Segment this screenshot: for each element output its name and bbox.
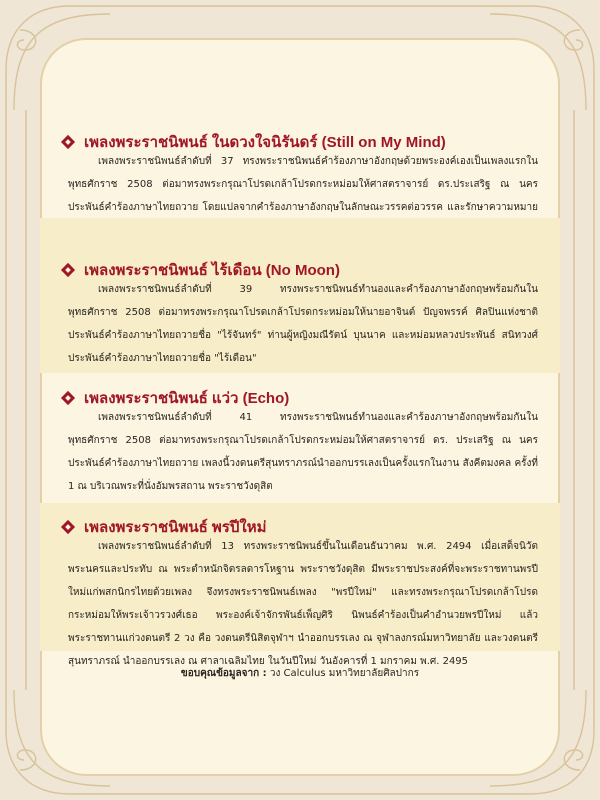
section-new-year-blessing — [40, 503, 560, 667]
content-panel — [40, 38, 560, 776]
diamond-icon — [60, 262, 76, 278]
section-echo — [40, 373, 560, 503]
credit-source: วง Calculus มหาวิทยาลัยศิลปากร — [269, 668, 420, 679]
section-body: เพลงพระราชนิพนธ์ลำดับที่ 13 ทรงพระราชนิพนธ์ขึ้นในเดือนธันวาคม พ.ศ. 2494 เมื่อเสด็จนิวัตพระนครและประทับ ณ พระตำหนักจิตรลดารโหฐาน พระราชวังดุสิต มีพระราชประสงค์ที่จะพระราชทานพรปีใหม่แก่พสกนิกรไทยด้วยเพลง จึงทรงพระราชนิพนธ์เพลง "พรปีใหม่" และทรงพระกรุณาโปรดเกล้าโปรดกระหม่อมให้พระเจ้าวรวงศ์เธอ พระองค์เจ้าจักรพันธ์เพ็ญศิริ นิพนธ์คำร้องเป็นคำอำนวยพรปีใหม่ แล้วพระราชทานแก่วงดนตรี 2 วง คือ วงดนตรีนิสิตจุฬาฯ นำออกบรรเลง ณ จุฬาลงกรณ์มหาวิทยาลัย และวงดนตรีสุนทราภรณ์ นำออกบรรเลง ณ ศาลาเฉลิมไทย ในวันปีใหม่ วันอังคารที่ 1 มกราคม พ.ศ. 2495 — [68, 541, 538, 667]
section-no-moon — [40, 218, 560, 373]
section-title: เพลงพระราชนิพนธ์ ในดวงใจนิรันดร์ (Still on My Mind) — [84, 134, 446, 151]
diamond-icon — [60, 519, 76, 535]
section-still-on-my-mind — [40, 38, 560, 218]
diamond-icon — [60, 390, 76, 406]
diamond-icon — [60, 134, 76, 150]
section-body: เพลงพระราชนิพนธ์ลำดับที่ 37 ทรงพระราชนิพนธ์คำร้องภาษาอังกฤษด้วยพระองค์เองเป็นเพลงแรกใน พุทธศักราช 2508 ต่อมาทรงพระกรุณาโปรดเกล้าโปรดกระหม่อมให้ศาสตราจารย์ ดร.ประเสริฐ ณ นคร ประพันธ์คำร้องภาษาไทยถวาย โดยแปลจากคำร้องภาษาอังกฤษในลักษณะวรรคต่อวรรค และรักษาความหมาย — [68, 156, 538, 213]
section-title: เพลงพระราชนิพนธ์ ไร้เดือน (No Moon) — [84, 262, 340, 279]
section-title: เพลงพระราชนิพนธ์ พรปีใหม่ — [84, 519, 267, 536]
credit-label: ขอบคุณข้อมูลจาก : — [180, 668, 267, 679]
section-body: เพลงพระราชนิพนธ์ลำดับที่ 41 ทรงพระราชนิพนธ์ทำนองและคำร้องภาษาอังกฤษพร้อมกันใน พุทธศักราช 2508 ต่อมาทรงพระกรุณาโปรดเกล้าโปรดกระหม่อมให้ศาสตราจารย์ ดร. ประเสริฐ ณ นคร ประพันธ์คำร้องภาษาไทยถวาย เพลงนี้วงดนตรีสุนทราภรณ์นำออกบรรเลงเป็นครั้งแรกในงาน สังคีตมงคล ครั้งที่ 1 ณ บริเวณพระที่นั่งอัมพรสถาน พระราชวังดุสิต — [68, 412, 538, 492]
credit-line — [40, 666, 560, 681]
section-title: เพลงพระราชนิพนธ์ แว่ว (Echo) — [84, 390, 290, 407]
section-body: เพลงพระราชนิพนธ์ลำดับที่ 39 ทรงพระราชนิพนธ์ทำนองและคำร้องภาษาอังกฤษพร้อมกันใน พุทธศักราช 2508 ต่อมาทรงพระกรุณาโปรดเกล้าโปรดกระหม่อมให้นายอาจินต์ ปัญจพรรค์ ศิลปินแห่งชาติ ประพันธ์คำร้องภาษาไทยถวายชื่อ "ไร้จันทร์" ท่านผู้หญิงมณีรัตน์ บุนนาค และหม่อมหลวงประพันธ์ สนิทวงศ์ ประพันธ์คำร้องภาษาไทยถวายชื่อ "ไร้เดือน" — [68, 284, 538, 364]
